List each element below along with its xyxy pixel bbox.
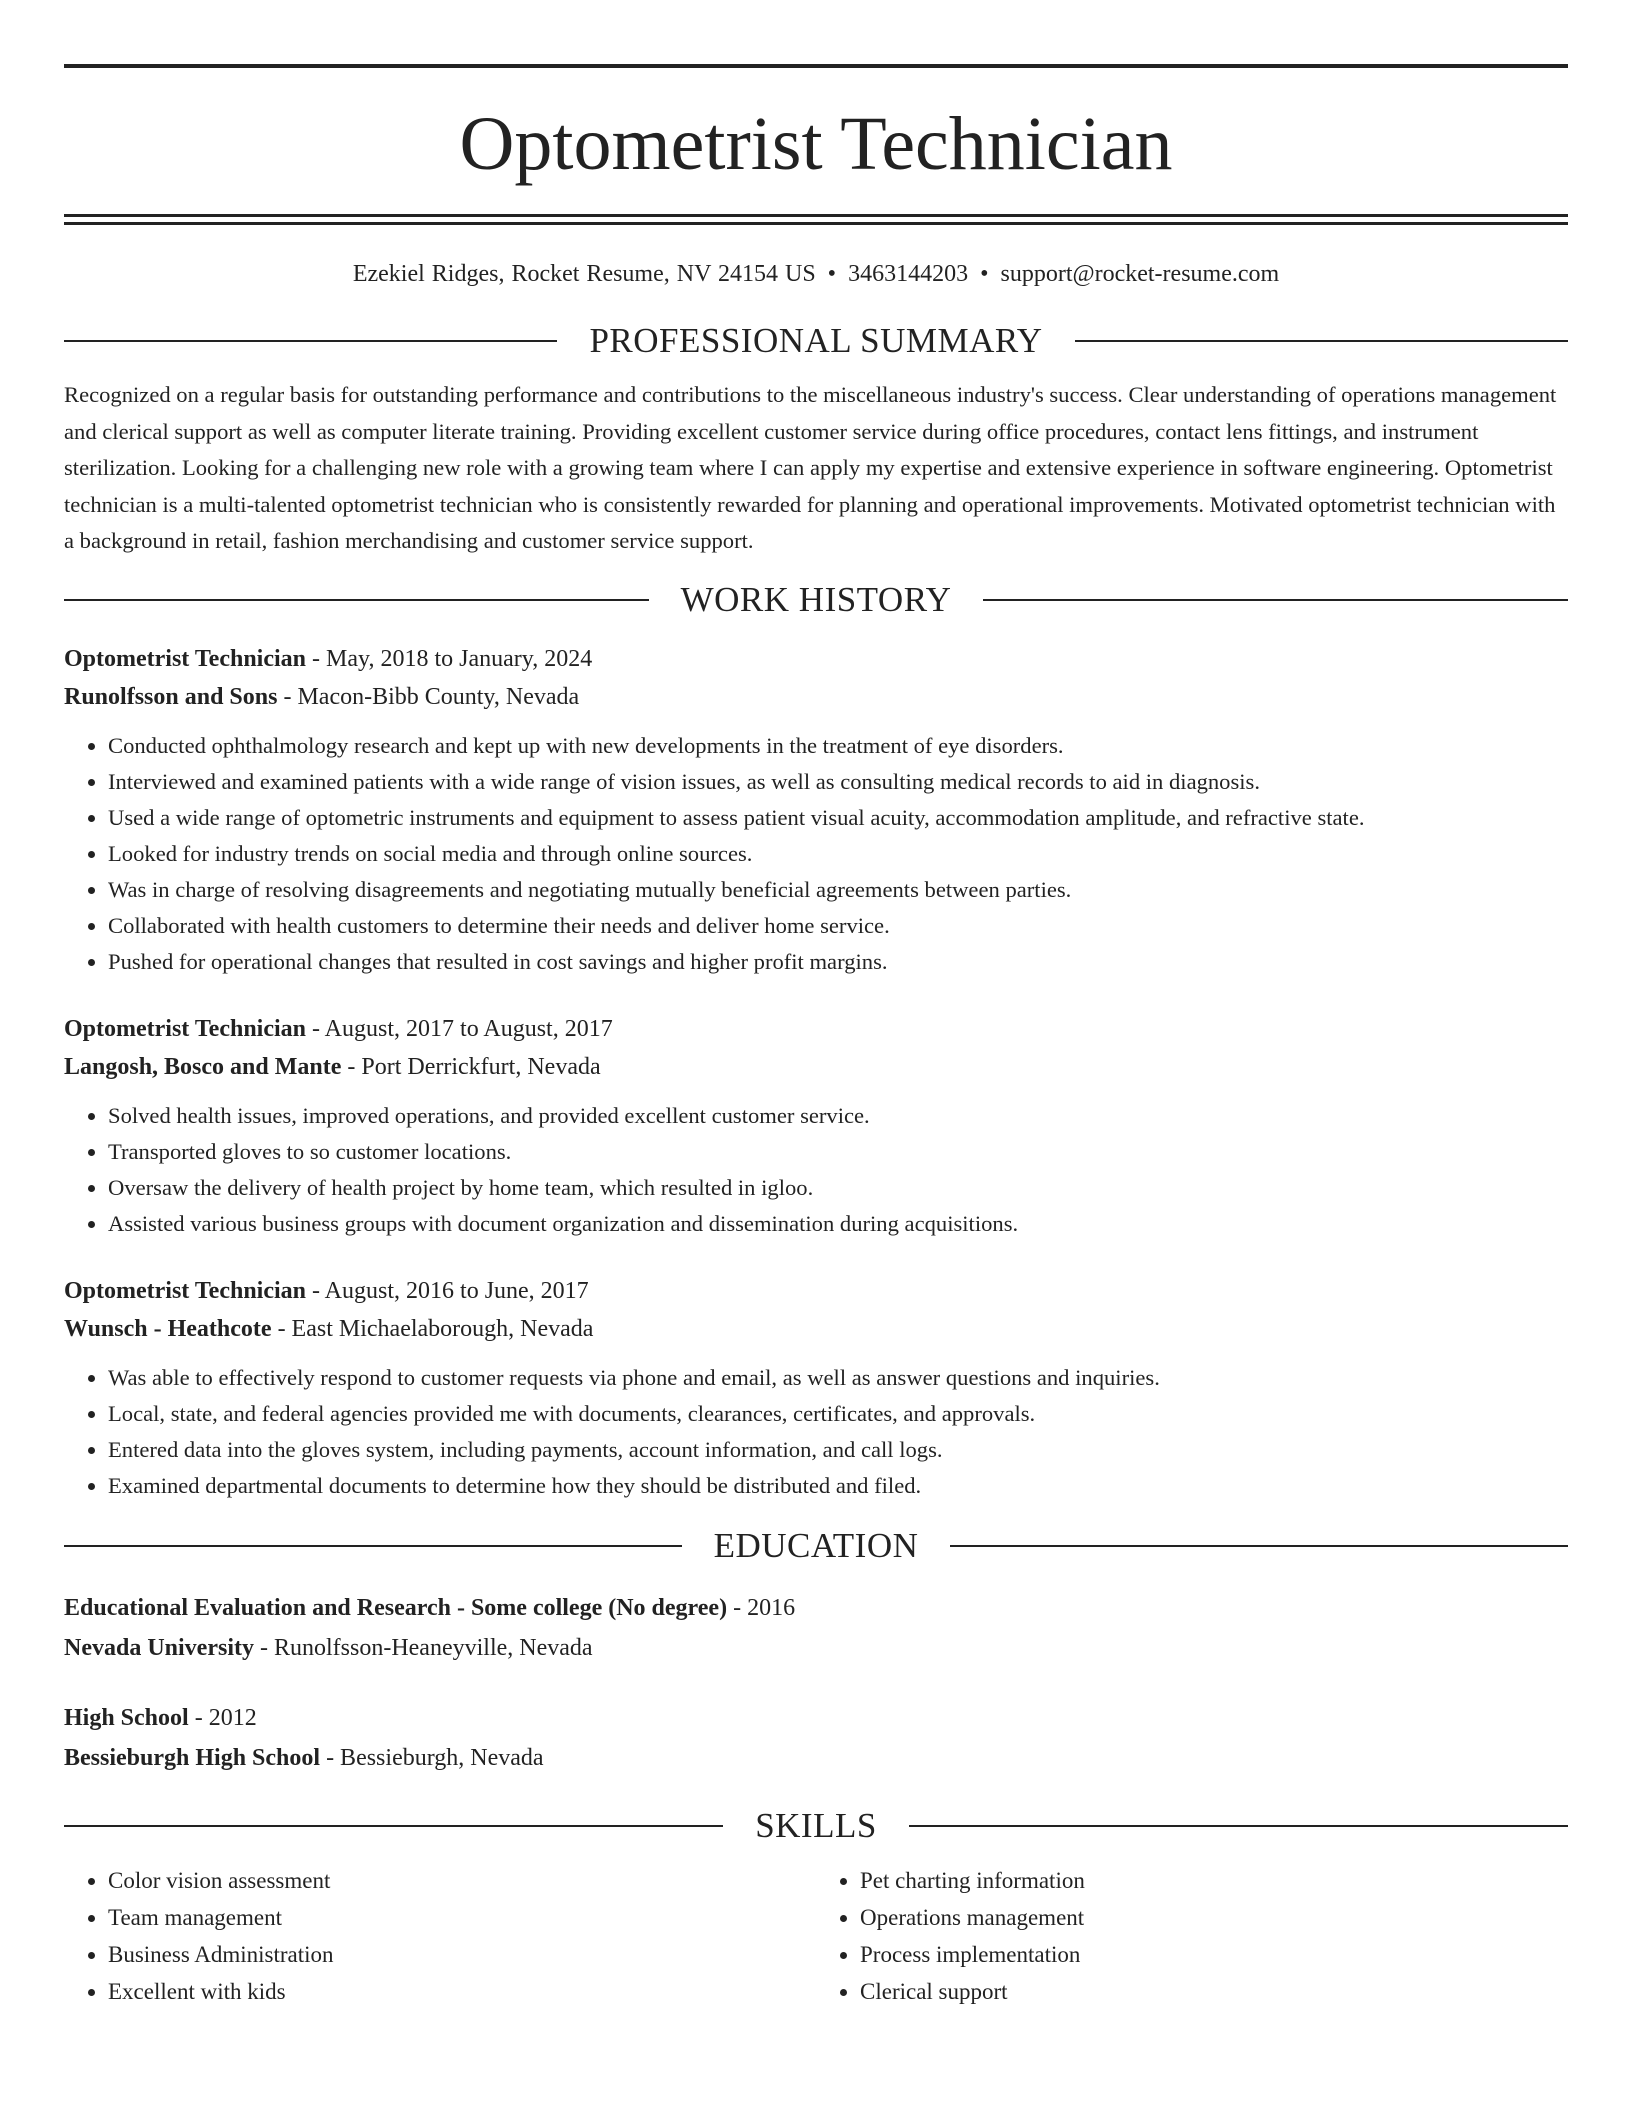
list-item: • Color vision assessment [108, 1862, 816, 1899]
education-location: - Bessieburgh, Nevada [320, 1744, 544, 1771]
contact-separator: • [980, 261, 989, 287]
resume-title: Optometrist Technician [459, 102, 1173, 186]
job-location: - East Michaelaborough, Nevada [271, 1315, 594, 1342]
list-item: • Entered data into the gloves system, including payments, account information, and call logs. [108, 1432, 1568, 1468]
heading-rule [909, 1825, 1568, 1827]
job-company: Langosh, Bosco and Mante [64, 1053, 342, 1080]
contact-phone[interactable]: 3463144203 [848, 261, 969, 287]
education-school: Bessieburgh High School [64, 1744, 321, 1771]
job-title: Optometrist Technician [64, 1015, 307, 1042]
job-company-line [64, 678, 1568, 716]
section-title: EDUCATION [713, 1525, 919, 1565]
education-degree: Educational Evaluation and Research - Some college (No degree) [64, 1594, 728, 1621]
education-school: Nevada University [64, 1634, 254, 1661]
title-double-rule [64, 214, 1568, 225]
education-school-line [64, 1738, 1568, 1778]
section-title: PROFESSIONAL SUMMARY [589, 321, 1043, 360]
job-bullets [64, 728, 1568, 980]
job-entry [64, 640, 1568, 980]
education-degree-line [64, 1698, 1568, 1738]
job-entry [64, 1010, 1568, 1242]
list-item: • Business Administration [108, 1936, 816, 1973]
contact-email[interactable]: support@rocket-resume.com [1000, 261, 1280, 287]
heading-rule [950, 1545, 1568, 1547]
list-item: • Conducted ophthalmology research and kept up with new developments in the treatment of eye disorders. [108, 728, 1568, 764]
section-heading-work [64, 578, 1568, 622]
heading-rule [64, 1545, 682, 1547]
contact-separator: • [827, 261, 837, 287]
list-item: • Team management [108, 1899, 816, 1936]
list-item: • Transported gloves to so customer locations. [108, 1134, 1568, 1170]
section-title: SKILLS [755, 1805, 877, 1845]
list-item: • Collaborated with health customers to determine their needs and deliver home service. [108, 908, 1568, 944]
job-company: Wunsch - Heathcote [64, 1315, 272, 1342]
section-heading-education [64, 1524, 1568, 1568]
education-year: - 2012 [188, 1704, 257, 1731]
job-company-line [64, 1310, 1568, 1348]
education-location: - Runolfsson-Heaneyville, Nevada [253, 1634, 593, 1661]
section-title: WORK HISTORY [680, 579, 952, 619]
job-title-line [64, 1010, 1568, 1048]
job-entry [64, 1272, 1568, 1504]
list-item: • Oversaw the delivery of health project by home team, which resulted in igloo. [108, 1170, 1568, 1206]
list-item: • Assisted various business groups with document organization and dissemination during acquisitions. [108, 1206, 1568, 1242]
list-item: • Pushed for operational changes that resulted in cost savings and higher profit margins. [108, 944, 1568, 980]
list-item: • Looked for industry trends on social media and through online sources. [108, 836, 1568, 872]
summary-text: Recognized on a regular basis for outstanding performance and contributions to the miscellaneous industry's success. Clear understanding of operations management and clerical support as well as computer literate training. Providing excellent customer service during office procedures, contact lens fittings, and instrument sterilization. Looking for a challenging new role with a growing team where I can apply my expertise and extensive experience in software engineering. Optometrist technician is a multi-talented optometrist technician who is consistently rewarded for planning and operational improvements. Motivated optometrist technician with a background in retail, fashion merchandising and customer service support. [64, 382, 1557, 553]
section-heading-skills [64, 1804, 1568, 1848]
job-bullets [64, 1360, 1568, 1504]
section-heading-summary [64, 319, 1568, 363]
job-title: Optometrist Technician [64, 645, 307, 672]
skills-column-left [64, 1862, 816, 2010]
list-item: • Clerical support [860, 1973, 1568, 2010]
education-entry [64, 1588, 1568, 1668]
skills-list [64, 1862, 1568, 2010]
heading-rule [64, 599, 649, 601]
heading-rule [64, 1825, 723, 1827]
heading-rule [64, 340, 557, 342]
list-item: • Examined departmental documents to determine how they should be distributed and filed. [108, 1468, 1568, 1504]
job-title-line [64, 1272, 1568, 1310]
top-rule [64, 64, 1568, 68]
list-item: • Process implementation [860, 1936, 1568, 1973]
heading-rule [1075, 340, 1568, 342]
skills-column-right [816, 1862, 1568, 2010]
job-title: Optometrist Technician [64, 1277, 307, 1304]
heading-rule [983, 599, 1568, 601]
job-dates: - May, 2018 to January, 2024 [306, 645, 593, 672]
resume-page [64, 64, 1568, 2010]
list-item: • Excellent with kids [108, 1973, 816, 2010]
job-dates: - August, 2017 to August, 2017 [306, 1015, 613, 1042]
list-item: • Was able to effectively respond to customer requests via phone and email, as well as answer questions and inquiries. [108, 1360, 1568, 1396]
contact-address: Ezekiel Ridges, Rocket Resume, NV 24154 US [352, 261, 816, 287]
education-degree-line [64, 1588, 1568, 1628]
job-company-line [64, 1048, 1568, 1086]
job-dates: - August, 2016 to June, 2017 [306, 1277, 589, 1304]
list-item: • Local, state, and federal agencies provided me with documents, clearances, certificates, and approvals. [108, 1396, 1568, 1432]
education-entry [64, 1698, 1568, 1778]
job-bullets [64, 1098, 1568, 1242]
list-item: • Pet charting information [860, 1862, 1568, 1899]
list-item: • Interviewed and examined patients with a wide range of vision issues, as well as consulting medical records to aid in diagnosis. [108, 764, 1568, 800]
job-title-line [64, 640, 1568, 678]
list-item: • Used a wide range of optometric instruments and equipment to assess patient visual acuity, accommodation amplitude, and refractive state. [108, 800, 1568, 836]
education-degree: High School [64, 1704, 189, 1731]
contact-line [64, 259, 1568, 289]
list-item: • Solved health issues, improved operations, and provided excellent customer service. [108, 1098, 1568, 1134]
list-item: • Operations management [860, 1899, 1568, 1936]
education-school-line [64, 1628, 1568, 1668]
job-location: - Macon-Bibb County, Nevada [277, 683, 580, 710]
job-company: Runolfsson and Sons [64, 683, 278, 710]
education-year: - 2016 [727, 1594, 796, 1621]
list-item: • Was in charge of resolving disagreements and negotiating mutually beneficial agreements between parties. [108, 872, 1568, 908]
job-location: - Port Derrickfurt, Nevada [341, 1053, 601, 1080]
